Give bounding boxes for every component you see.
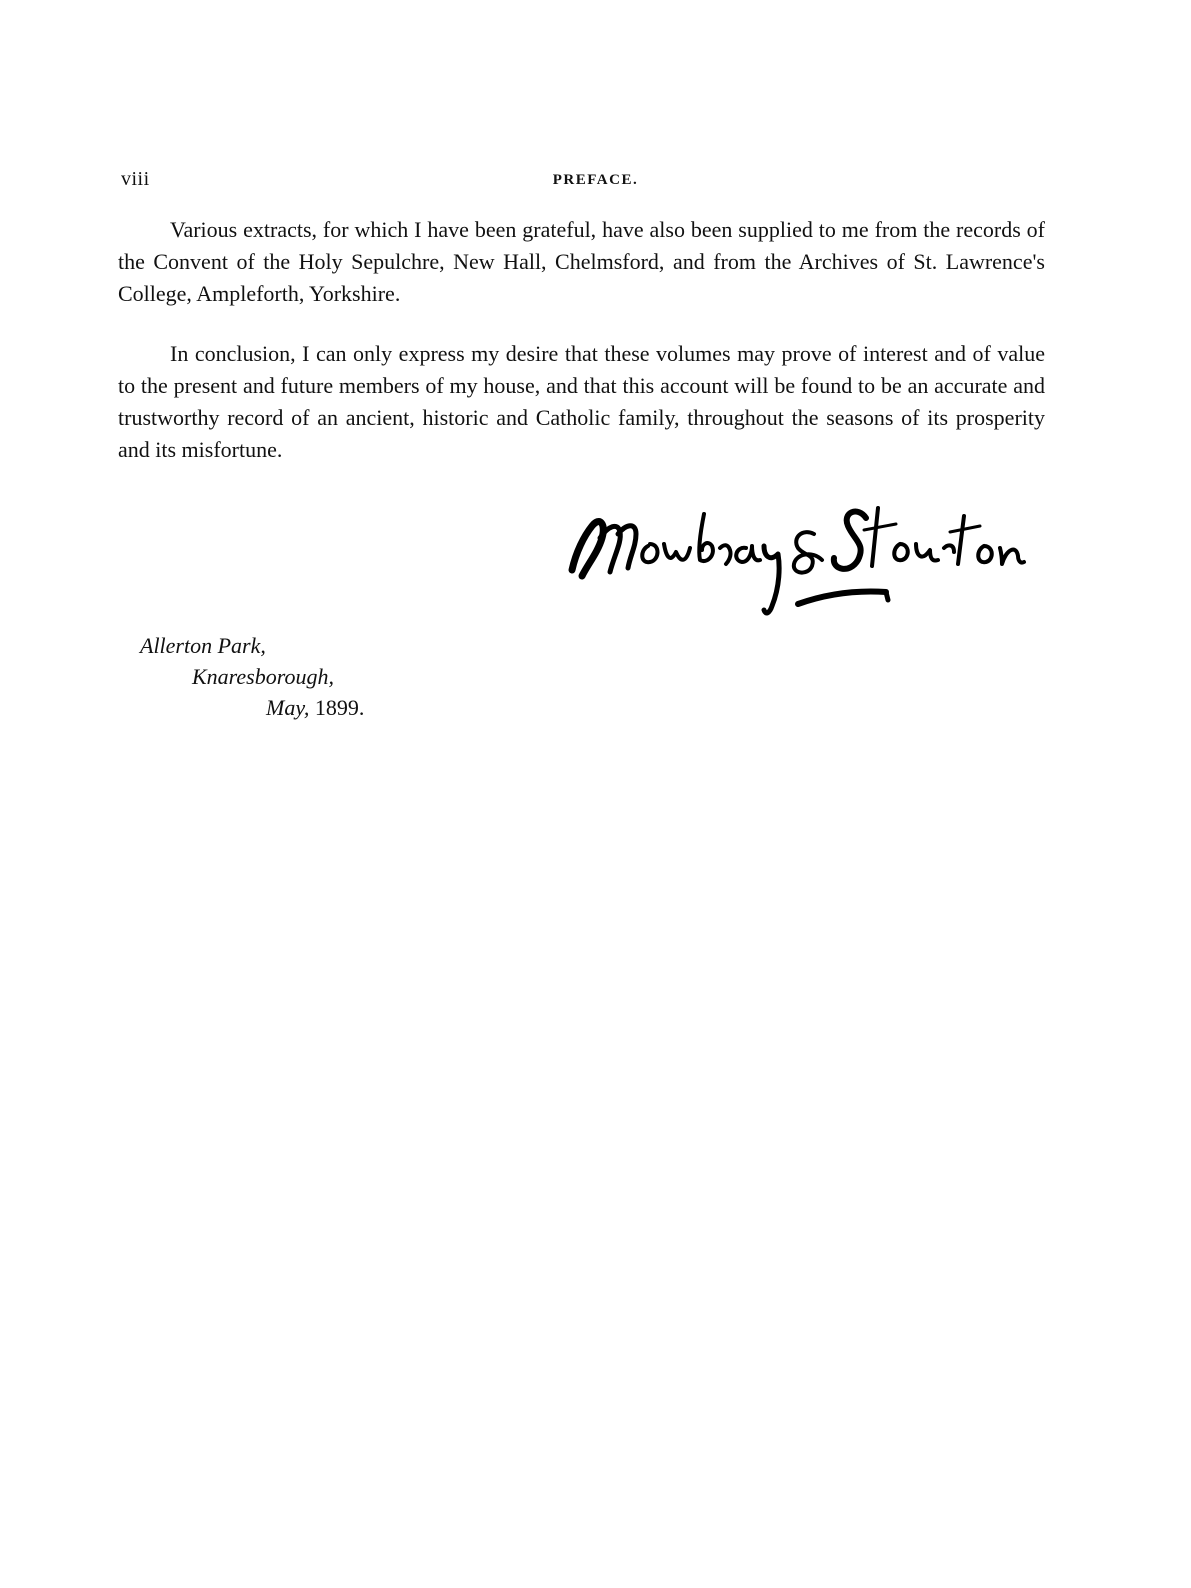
date-month: May, (266, 695, 310, 720)
handwritten-signature (566, 494, 1030, 634)
place-town: Knaresborough, (192, 664, 334, 689)
body-text (118, 214, 1045, 494)
page-number: viii (121, 168, 150, 190)
date-year: 1899. (314, 695, 365, 720)
running-head: PREFACE. (552, 172, 639, 188)
place-and-date (140, 630, 364, 723)
paragraph: Various extracts, for which I have been grateful, have also been supplied to me from the records of the Convent of the Holy Sepulchre, New Hall, Chelmsford, and from the Archives of St. Lawrence's College, Ampleforth, Yorkshire. (118, 217, 1045, 306)
place-name: Allerton Park, (140, 633, 266, 658)
paragraph: In conclusion, I can only express my desire that these volumes may prove of interest and of value to the present and future members of my house, and that this account will be found to be an accurate and trustworthy record of an ancient, historic and Catholic family, throughout the seasons of its prosperity and its misfortune. (118, 341, 1045, 462)
place-date (266, 692, 364, 723)
